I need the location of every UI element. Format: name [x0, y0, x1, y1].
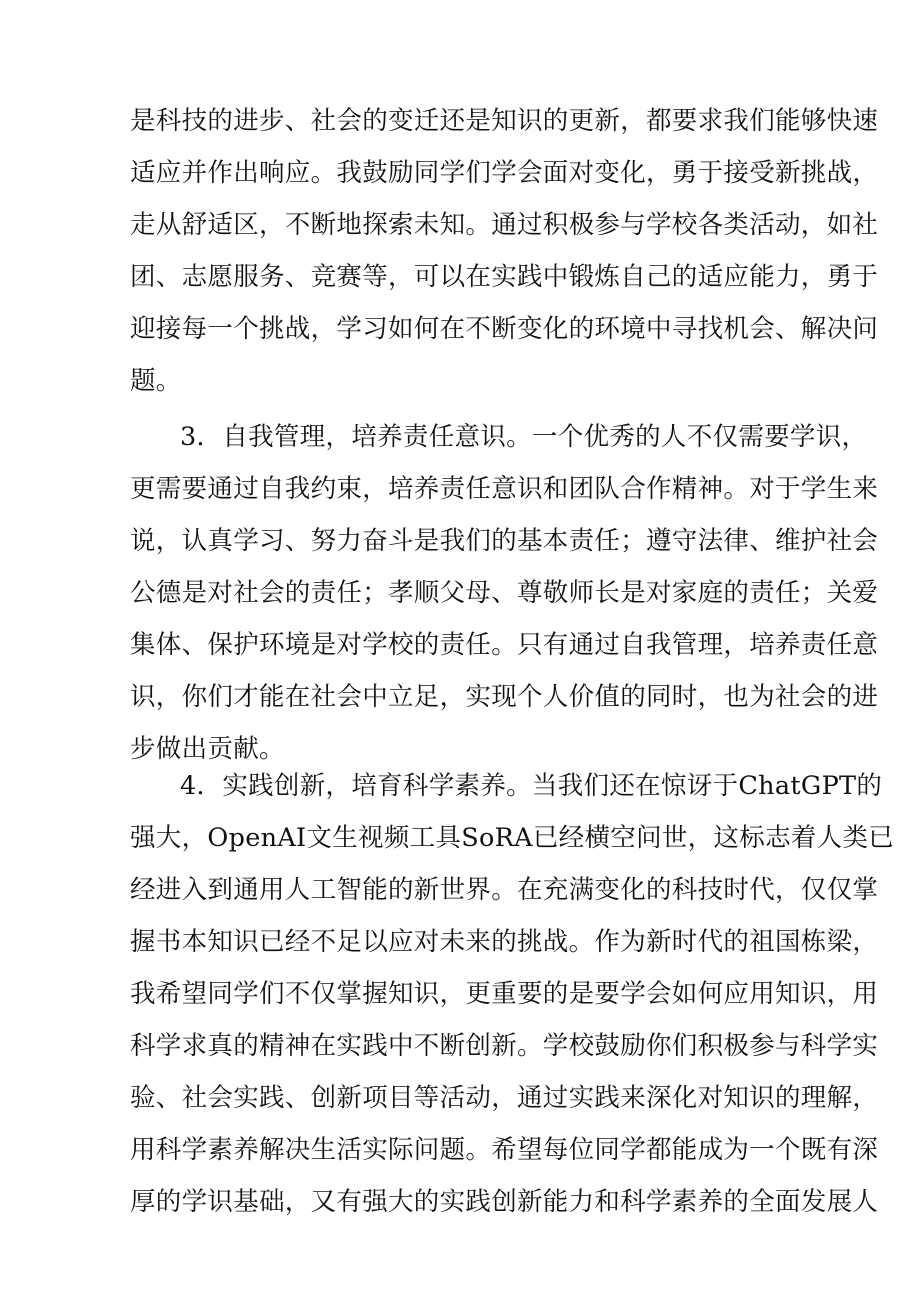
text-line: 用科学素养解决生活实际问题。希望每位同学都能成为一个既有深 [130, 1135, 879, 1165]
text-line: 握书本知识已经不足以应对未来的挑战。作为新时代的祖国栋梁， [130, 927, 879, 957]
text-line: 更需要通过自我约束，培养责任意识和团队合作精神。对于学生来 [130, 474, 879, 504]
text-line: 经进入到通用人工智能的新世界。在充满变化的科技时代，仅仅掌 [130, 875, 879, 905]
text-line: 步做出贡献。 [130, 734, 285, 764]
text-line: 迎接每一个挑战，学习如何在不断变化的环境中寻找机会、解决问 [130, 314, 879, 344]
text-line: 团、志愿服务、竞赛等，可以在实践中锻炼自己的适应能力，勇于 [130, 262, 879, 292]
text-line: 我希望同学们不仅掌握知识，更重要的是要学会如何应用知识，用 [130, 979, 879, 1009]
section-heading-line: 3．自我管理，培养责任意识。一个优秀的人不仅需要学识， [180, 422, 868, 452]
text-line: 识，你们才能在社会中立足，实现个人价值的同时，也为社会的进 [130, 682, 879, 712]
paragraph-adaptability-continued [130, 95, 879, 407]
text-line: 是科技的进步、社会的变迁还是知识的更新，都要求我们能够快速 [130, 106, 879, 136]
text-line: 公德是对社会的责任；孝顺父母、尊敬师长是对家庭的责任；关爱 [130, 578, 879, 608]
text-line: 厚的学识基础，又有强大的实践创新能力和科学素养的全面发展人 [130, 1187, 879, 1217]
paragraph-self-management [130, 411, 879, 775]
text-line: 题。 [130, 366, 182, 396]
text-line: 适应并作出响应。我鼓励同学们学会面对变化，勇于接受新挑战， [130, 158, 879, 188]
text-line: 验、社会实践、创新项目等活动，通过实践来深化对知识的理解， [130, 1083, 879, 1113]
text-line: 科学求真的精神在实践中不断创新。学校鼓励你们积极参与科学实 [130, 1031, 879, 1061]
text-line: 集体、保护环境是对学校的责任。只有通过自我管理，培养责任意 [130, 630, 879, 660]
text-line: 说，认真学习、努力奋斗是我们的基本责任；遵守法律、维护社会 [130, 526, 879, 556]
text-line: 走从舒适区，不断地探索未知。通过积极参与学校各类活动，如社 [130, 210, 879, 240]
paragraph-practice-innovation [130, 760, 895, 1228]
section-heading-line: 4．实践创新，培育科学素养。当我们还在惊讶于ChatGPT的 [180, 771, 883, 801]
text-line: 强大，OpenAI文生视频工具SoRA已经横空问世，这标志着人类已 [130, 823, 895, 853]
